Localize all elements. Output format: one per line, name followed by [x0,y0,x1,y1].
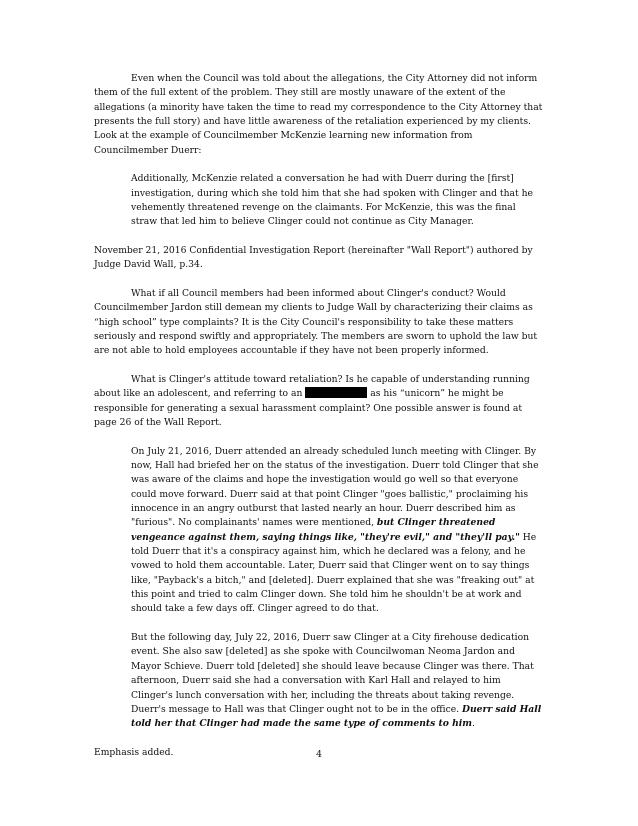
quote-july-21-text: On July 21, 2016, Duerr attended an already scheduled lunch meeting with Clinger. By now, Hall had briefed her on the status of the investigation. Duerr told Clinger that she was aware of the claims and hope the investigation would go well so that everyone could move forward. Duerr said at that point Clinger "goes ballistic," proclaiming his innocence in an angry outburst that lasted nearly an hour. Duerr described him as "furious". No complainants' names were mentioned, [131,445,539,529]
page-number: 4 [316,749,322,760]
quote-july-22-text: But the following day, July 22, 2016, Duerr saw Clinger at a City firehouse dedication event. She also saw [deleted] as she spoke with Councilwoman Neoma Jardon and Mayor Schieve. Duerr told [deleted] she should leave because Clinger was there. That afternoon, Duerr said she had a conversation with Karl Hall and relayed to him Clinger's lunch conversation with her, including the threats about taking revenge. Duerr's message to Hall was that Clinger ought not to be in the office. [131,632,534,715]
retaliation-text-before: What is Clinger's attitude toward retaliation? Is he capable of understanding running about like an adolescent, and referring to an [94,374,530,400]
paragraph-council-responsibility: What if all Council members had been informed about Clinger's conduct? Would Councilmember Jardon still demean my clients to Judge Wall by characterizing their claims as “high school” type complaints? It is the City Council's responsibility to take these matters seriously and respond swiftly and appropriately. The members are sworn to uphold the law but are not able to hold employees accountable if they have not been properly informed. [94,288,538,357]
quote-july-21-text-end: He told Duerr that it's a conspiracy against him, which he declared was a felony, and he vowed to hold them accountable. Later, Duerr said that Clinger went on to say things like, "Payback's a bitch," and [deleted]. Duerr explained that she was "freaking out" at this point and tried to calm Clinger down. She told him he shouldn't be at work and should take a few days off. Clinger agreed to do that. [131,531,537,615]
quote-july-22-end: . [472,718,475,730]
document-body [94,72,546,774]
emphasis-note: Emphasis added. [94,746,174,758]
quote-july-21-emphasis: but Clinger threatened vengeance against them, saying things like, "they're evil," and "they'll pay." [131,517,520,543]
quote-mckenzie: Additionally, McKenzie related a conversation he had with Duerr during the [first] investigation, during which she told him that she had spoken with Clinger and that he vehemently threatened revenge on the claimants. For McKenzie, this was the final straw that led him to believe Clinger could not continue as City Manager. [131,173,533,228]
redaction-bar [305,387,367,398]
quote-july-21 [131,445,544,617]
paragraph-retaliation-question [94,373,546,430]
quote-july-22-emphasis: Duerr said Hall told her that Clinger had made the same type of comments to him [131,703,542,730]
quote-july-22 [131,631,544,731]
retaliation-text-after: as his “unicorn” he might be responsible for generating a sexual harassment complaint? One possible answer is found at page 26 of the Wall Report. [94,388,523,429]
paragraph-council-not-informed: Even when the Council was told about the allegations, the City Attorney did not inform them of the full extent of the problem. They still are mostly unaware of the extent of the allegations (a minority have taken the time to read my correspondence to the City Attorney that presents the full story) and have little awareness of the retaliation experienced by my clients. Look at the example of Councilmember McKenzie learning new information from Councilmember Duerr: [94,73,543,156]
citation-wall-report: November 21, 2016 Confidential Investigation Report (hereinafter "Wall Report") authored by Judge David Wall, p.34. [94,245,533,271]
